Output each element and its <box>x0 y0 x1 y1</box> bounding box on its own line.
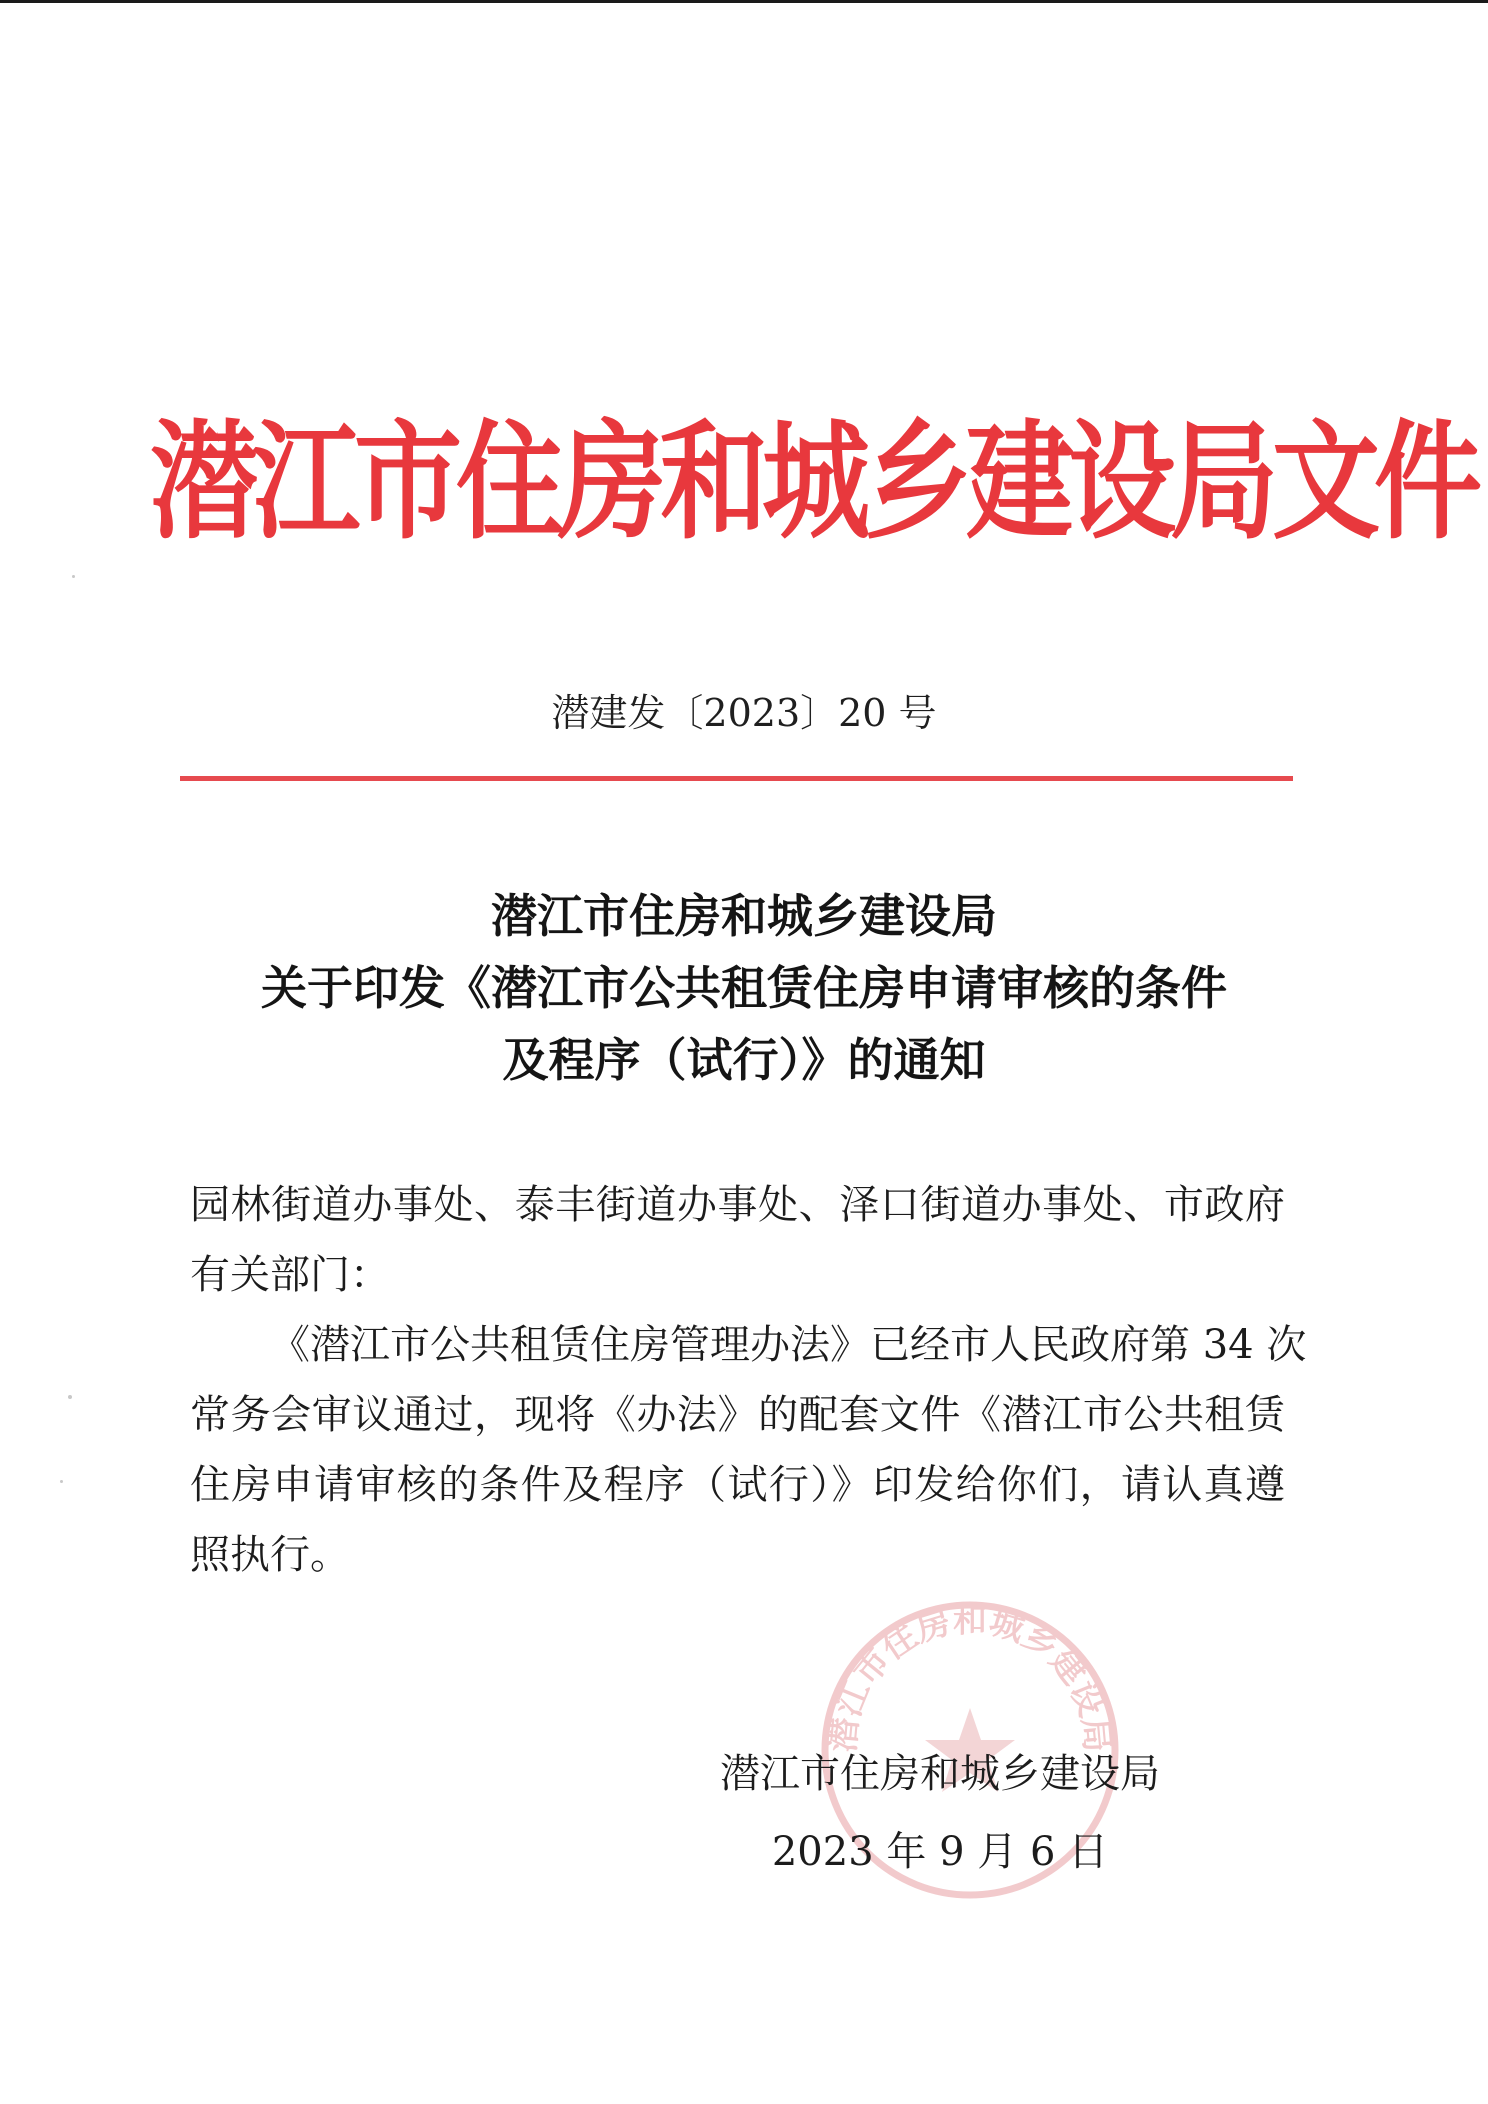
scan-speck <box>60 1480 63 1483</box>
notice-title-line-3: 及程序（试行）》的通知 <box>502 1033 986 1087</box>
body-line-paragraph-end: 照执行。 <box>190 1532 350 1578</box>
scan-speck <box>68 1395 72 1399</box>
body-line-paragraph-3: 住房申请审核的条件及程序（试行）》印发给你们，请认真遵 <box>190 1462 1285 1508</box>
body-line-recipients: 园林街道办事处、泰丰街道办事处、泽口街道办事处、市政府 <box>190 1182 1285 1228</box>
document-number: 潜建发〔2023〕20 号 <box>551 691 937 735</box>
signature-org: 潜江市住房和城乡建设局 <box>720 1751 1160 1797</box>
page-top-border <box>0 0 1488 3</box>
body-line-paragraph-2: 常务会审议通过，现将《办法》的配套文件《潜江市公共租赁 <box>190 1392 1285 1438</box>
notice-title-line-1: 潜江市住房和城乡建设局 <box>491 889 997 943</box>
red-divider-line <box>180 776 1293 781</box>
body-line-paragraph-start: 《潜江市公共租赁住房管理办法》已经市人民政府第 34 次 <box>270 1322 1307 1368</box>
signature-block <box>680 1735 1200 1891</box>
notice-title <box>0 880 1488 1096</box>
scan-speck <box>72 575 75 578</box>
seal-text: 潜江市住房和城乡建设局 <box>823 1600 1117 1754</box>
signature-date: 2023 年 9 月 6 日 <box>771 1829 1109 1875</box>
notice-title-line-2: 关于印发《潜江市公共租赁住房申请审核的条件 <box>261 961 1227 1015</box>
notice-body <box>190 1170 1307 1590</box>
body-line-recipients-cont: 有关部门： <box>190 1252 390 1298</box>
document-header-title: 潜江市住房和城乡建设局文件 <box>150 409 1477 557</box>
